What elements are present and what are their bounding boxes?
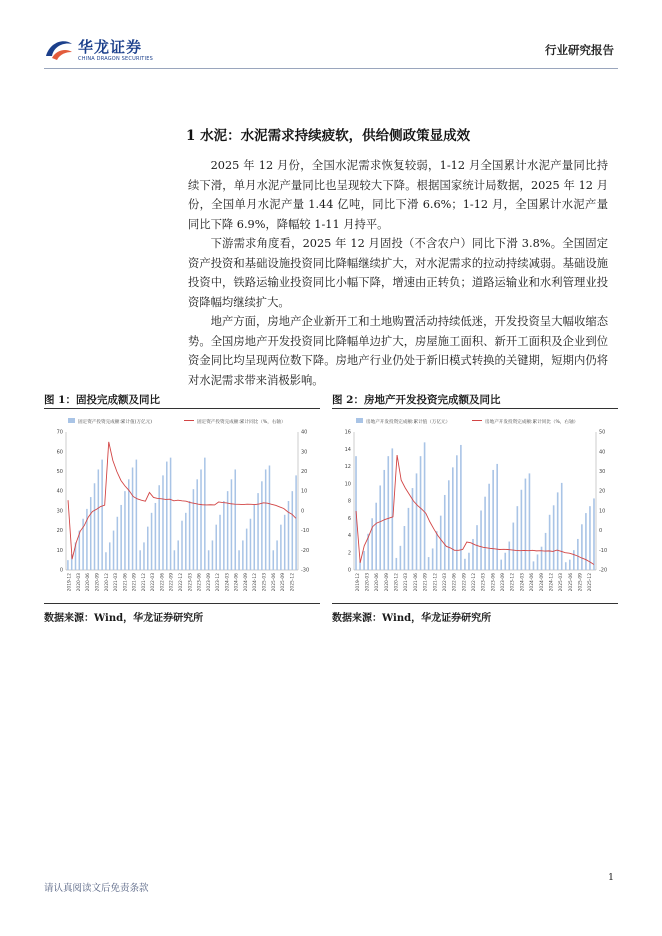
data-bar (424, 442, 426, 570)
data-bar (254, 505, 256, 570)
x-axis-tick: 2021-09 (132, 573, 138, 592)
data-bar (292, 491, 294, 570)
data-bar (250, 519, 252, 570)
data-bar (581, 524, 583, 570)
x-axis-tick: 2021-06 (413, 573, 419, 592)
data-bar (379, 485, 381, 570)
x-axis-tick: 2024-09 (243, 573, 249, 592)
paragraph-real-estate: 地产方面，房地产企业新开工和土地购置活动持续低迷，开发投资呈大幅收缩态势。全国房地产开发投资同比降幅单边扩大，房屋施工面积、新开工面积及企业到位资金同比均呈现两位数下降。房地产行业仍处于新旧模式转换的关键期，短期内仍将对水泥需求带来消极影响。 (188, 315, 608, 387)
data-bar (276, 540, 278, 570)
data-bar (94, 483, 96, 570)
data-bar (593, 498, 595, 570)
data-bar (577, 539, 579, 570)
data-bar (181, 521, 183, 570)
right-axis-tick: 50 (599, 429, 606, 436)
x-axis-tick: 2025-09 (281, 573, 287, 592)
x-axis-tick: 2020-03 (365, 573, 371, 592)
figure-1-source: 数据来源：Wind，华龙证券研究所 (44, 613, 204, 624)
x-axis-tick: 2019-12 (355, 573, 361, 592)
report-type-label: 行业研究报告 (545, 43, 614, 57)
data-bar (174, 550, 176, 570)
data-bar (504, 553, 506, 570)
data-bar (444, 495, 446, 570)
data-bar (432, 548, 434, 570)
left-axis-tick: 70 (56, 429, 63, 436)
x-axis-tick: 2024-03 (520, 573, 526, 592)
data-bar (98, 469, 100, 570)
header-divider (44, 68, 618, 69)
figure-1-chart (44, 412, 320, 600)
figure-1-top-rule (44, 408, 320, 409)
right-axis-tick: 40 (301, 429, 308, 436)
x-axis-tick: 2025-09 (578, 573, 584, 592)
left-axis-tick: 50 (56, 469, 63, 476)
data-bar (67, 560, 69, 570)
data-bar (139, 550, 141, 570)
data-bar (238, 550, 240, 570)
data-bar (177, 540, 179, 570)
x-axis-tick: 2020-03 (76, 573, 82, 592)
data-bar (561, 483, 563, 570)
data-bar (128, 479, 130, 570)
data-bar (488, 484, 490, 570)
data-bar (573, 550, 575, 570)
data-bar (537, 554, 539, 570)
x-axis-tick: 2020-12 (104, 573, 110, 592)
x-axis-tick: 2022-03 (151, 573, 157, 592)
x-axis-tick: 2022-06 (160, 573, 166, 592)
data-bar (151, 513, 153, 570)
x-axis-tick: 2020-12 (394, 573, 400, 592)
left-axis-tick: 16 (344, 429, 351, 436)
data-bar (460, 445, 462, 570)
data-bar (484, 497, 486, 570)
data-bar (162, 475, 164, 570)
data-bar (500, 560, 502, 570)
left-axis-tick: 10 (344, 481, 351, 488)
data-bar (200, 469, 202, 570)
right-axis-tick: 20 (599, 488, 606, 495)
data-bar (557, 492, 559, 570)
data-bar (208, 550, 210, 570)
brand-logo-icon (44, 38, 74, 62)
right-axis-tick: 40 (599, 449, 606, 456)
right-axis-tick: 10 (599, 508, 606, 515)
x-axis-tick: 2022-03 (442, 573, 448, 592)
x-axis-tick: 2021-03 (404, 573, 410, 592)
data-bar (101, 460, 103, 570)
x-axis-tick: 2024-06 (530, 573, 536, 592)
right-axis-tick: -10 (301, 528, 310, 535)
data-bar (569, 560, 571, 570)
data-bar (508, 542, 510, 570)
x-axis-tick: 2021-03 (114, 573, 120, 592)
disclaimer-link[interactable]: 请认真阅读文后免责条款 (44, 883, 149, 894)
right-axis-tick: 30 (301, 449, 308, 456)
data-bar (589, 506, 591, 570)
data-bar (396, 558, 398, 570)
data-bar (464, 559, 466, 570)
x-axis-tick: 2023-12 (216, 573, 222, 592)
data-bar (166, 462, 168, 570)
data-bar (196, 479, 198, 570)
x-axis-tick: 2022-12 (472, 573, 477, 592)
x-axis-tick: 2025-12 (588, 573, 594, 592)
legend-bar-swatch (68, 418, 75, 423)
data-bar (448, 480, 450, 570)
data-bar (541, 547, 543, 570)
data-bar (158, 485, 160, 570)
data-bar (261, 481, 263, 570)
data-bar (136, 460, 138, 570)
legend-bar-label: 房地产开发投资完成额:累计值（万亿元） (366, 420, 451, 425)
x-axis-tick: 2024-12 (549, 573, 555, 592)
data-bar (132, 467, 134, 570)
data-bar (242, 540, 244, 570)
figure-2-source: 数据来源：Wind，华龙证券研究所 (332, 613, 492, 624)
data-bar (269, 466, 271, 570)
brand-name: 华龙证券 (78, 38, 143, 56)
data-bar (525, 479, 527, 570)
paragraph-cement-output: 2025 年 12 月份，全国水泥需求恢复较弱，1-12 月全国累计水泥产量同比持续下滑，单月水泥产量同比也呈现较大下降。根据国家统计局数据，2025 年 12 月份，全国单月水泥产量 1.44 亿吨，同比下滑 6.6%；1-12 月，全国累计水泥产量同比下降 6.9%，降幅较 1-11 月持平。 (188, 159, 608, 231)
data-bar (193, 489, 195, 570)
x-axis-tick: 2024-09 (539, 573, 545, 592)
left-axis-tick: 30 (56, 508, 63, 515)
x-axis-tick: 2021-06 (123, 573, 129, 592)
data-bar (212, 540, 214, 570)
x-axis-tick: 2025-06 (568, 573, 574, 592)
data-bar (585, 513, 587, 570)
left-axis-tick: 8 (347, 498, 351, 505)
x-axis-tick: 2025-12 (290, 573, 296, 592)
x-axis-tick: 2021-12 (433, 573, 439, 592)
right-axis-tick: -10 (599, 547, 608, 554)
left-axis-tick: 2 (347, 550, 351, 557)
data-bar (496, 464, 498, 570)
x-axis-tick: 2022-09 (462, 573, 468, 592)
data-bar (143, 542, 145, 570)
legend-line-label: 固定资产投资完成额:累计同比（%，右轴） (197, 420, 286, 425)
data-bar (408, 508, 410, 570)
x-axis-tick: 2023-06 (491, 573, 497, 592)
right-axis-tick: -20 (599, 567, 608, 574)
data-bar (246, 529, 248, 570)
data-bar (189, 501, 191, 570)
legend-line-label: 房地产开发投资完成额:累计同比（%，右轴） (485, 420, 579, 425)
data-bar (529, 473, 531, 570)
x-axis-tick: 2023-09 (206, 573, 212, 592)
data-bar (513, 523, 515, 570)
legend-bar-swatch (356, 418, 363, 423)
left-axis-tick: 60 (56, 449, 63, 456)
left-axis-tick: 20 (56, 528, 63, 535)
data-bar (436, 531, 438, 570)
data-bar (90, 497, 92, 570)
left-axis-tick: 0 (347, 567, 351, 574)
x-axis-tick: 2022-06 (452, 573, 458, 592)
data-bar (219, 515, 221, 570)
left-axis-tick: 6 (347, 515, 351, 522)
data-bar (400, 546, 402, 570)
x-axis-tick: 2020-09 (95, 573, 101, 592)
x-axis-tick: 2023-12 (510, 573, 516, 592)
data-bar (120, 505, 122, 570)
left-axis-tick: 0 (59, 567, 63, 574)
data-bar (265, 469, 267, 570)
data-bar (521, 490, 523, 570)
data-bar (416, 473, 418, 570)
data-bar (280, 525, 282, 570)
right-axis-tick: 0 (599, 528, 603, 535)
x-axis-tick: 2024-06 (234, 573, 240, 592)
figure-2-chart (332, 412, 618, 600)
data-bar (553, 505, 555, 570)
x-axis-tick: 2025-03 (262, 573, 268, 592)
x-axis-tick: 2021-09 (423, 573, 429, 592)
x-axis-tick: 2024-03 (225, 573, 231, 592)
x-axis-tick: 2023-03 (481, 573, 487, 592)
figure-2-bottom-rule (332, 603, 618, 604)
data-bar (363, 551, 365, 570)
x-axis-tick: 2023-06 (197, 573, 203, 592)
data-bar (428, 557, 430, 570)
x-axis-tick: 2025-03 (559, 573, 565, 592)
data-bar (468, 553, 470, 570)
paragraph-downstream-demand: 下游需求角度看，2025 年 12 月固投（不含农户）同比下滑 3.8%。全国固定资产投资和基础设施投资同比降幅继续扩大，对水泥需求的拉动持续减弱。基础设施投资中，铁路运输业投资同比小幅下降，增速由正转负；道路运输业和水利管理业投资降幅均继续扩大。 (188, 237, 608, 309)
x-axis-tick: 2022-09 (169, 573, 175, 592)
x-axis-tick: 2020-06 (86, 573, 92, 592)
page-number: 1 (607, 872, 614, 883)
data-bar (170, 458, 172, 570)
data-bar (147, 527, 149, 570)
data-bar (273, 550, 275, 570)
right-axis-tick: -30 (301, 567, 310, 574)
right-axis-tick: 0 (301, 508, 305, 515)
figure-1-title: 图 1：固投完成额及同比 (44, 394, 160, 406)
x-axis-tick: 2021-12 (141, 573, 147, 592)
right-axis-tick: -20 (301, 547, 310, 554)
data-bar (155, 503, 157, 570)
left-axis-tick: 10 (56, 547, 63, 554)
data-bar (117, 517, 119, 570)
data-bar (113, 531, 115, 570)
data-bar (452, 467, 454, 570)
data-bar (476, 525, 478, 570)
figure-2-top-rule (332, 408, 618, 409)
left-axis-tick: 40 (56, 488, 63, 495)
data-bar (387, 456, 389, 570)
legend-bar-label: 固定资产投资完成额:累计值(万亿元) (78, 420, 153, 425)
x-axis-tick: 2020-09 (384, 573, 390, 592)
data-bar (456, 455, 458, 570)
left-axis-tick: 4 (347, 533, 351, 540)
data-bar (420, 456, 422, 570)
x-axis-tick: 2023-03 (188, 573, 194, 592)
right-axis-tick: 20 (301, 469, 308, 476)
data-bar (223, 501, 225, 570)
section-title: 1 水泥：水泥需求持续疲软，供给侧政策显成效 (186, 128, 471, 144)
data-bar (404, 526, 406, 570)
data-bar (288, 501, 290, 570)
x-axis-tick: 2024-12 (253, 573, 259, 592)
data-bar (295, 475, 297, 570)
x-axis-tick: 2019-12 (67, 573, 73, 592)
data-bar (440, 516, 442, 570)
data-bar (492, 470, 494, 570)
x-axis-tick: 2020-06 (375, 573, 381, 592)
data-bar (231, 479, 233, 570)
data-bar (375, 503, 377, 570)
data-bar (234, 469, 236, 570)
data-bar (124, 491, 126, 570)
data-bar (533, 561, 535, 570)
figure-2-title: 图 2：房地产开发投资完成额及同比 (332, 394, 501, 406)
data-bar (284, 515, 286, 570)
x-axis-tick: 2023-09 (501, 573, 507, 592)
data-bar (392, 448, 394, 570)
right-axis-tick: 10 (301, 488, 308, 495)
data-bar (480, 510, 482, 570)
figure-1-bottom-rule (44, 603, 320, 604)
data-bar (517, 506, 519, 570)
data-bar (565, 562, 567, 570)
data-bar (549, 515, 551, 570)
brand-english-name: CHINA DRAGON SECURITIES (78, 56, 153, 62)
data-bar (215, 525, 217, 570)
data-bar (204, 458, 206, 570)
right-axis-tick: 30 (599, 469, 606, 476)
left-axis-tick: 14 (344, 446, 351, 453)
x-axis-tick: 2025-06 (271, 573, 277, 592)
data-bar (109, 542, 111, 570)
data-bar (105, 552, 107, 570)
data-bar (185, 513, 187, 570)
left-axis-tick: 12 (344, 464, 351, 471)
x-axis-tick: 2022-12 (179, 573, 184, 592)
